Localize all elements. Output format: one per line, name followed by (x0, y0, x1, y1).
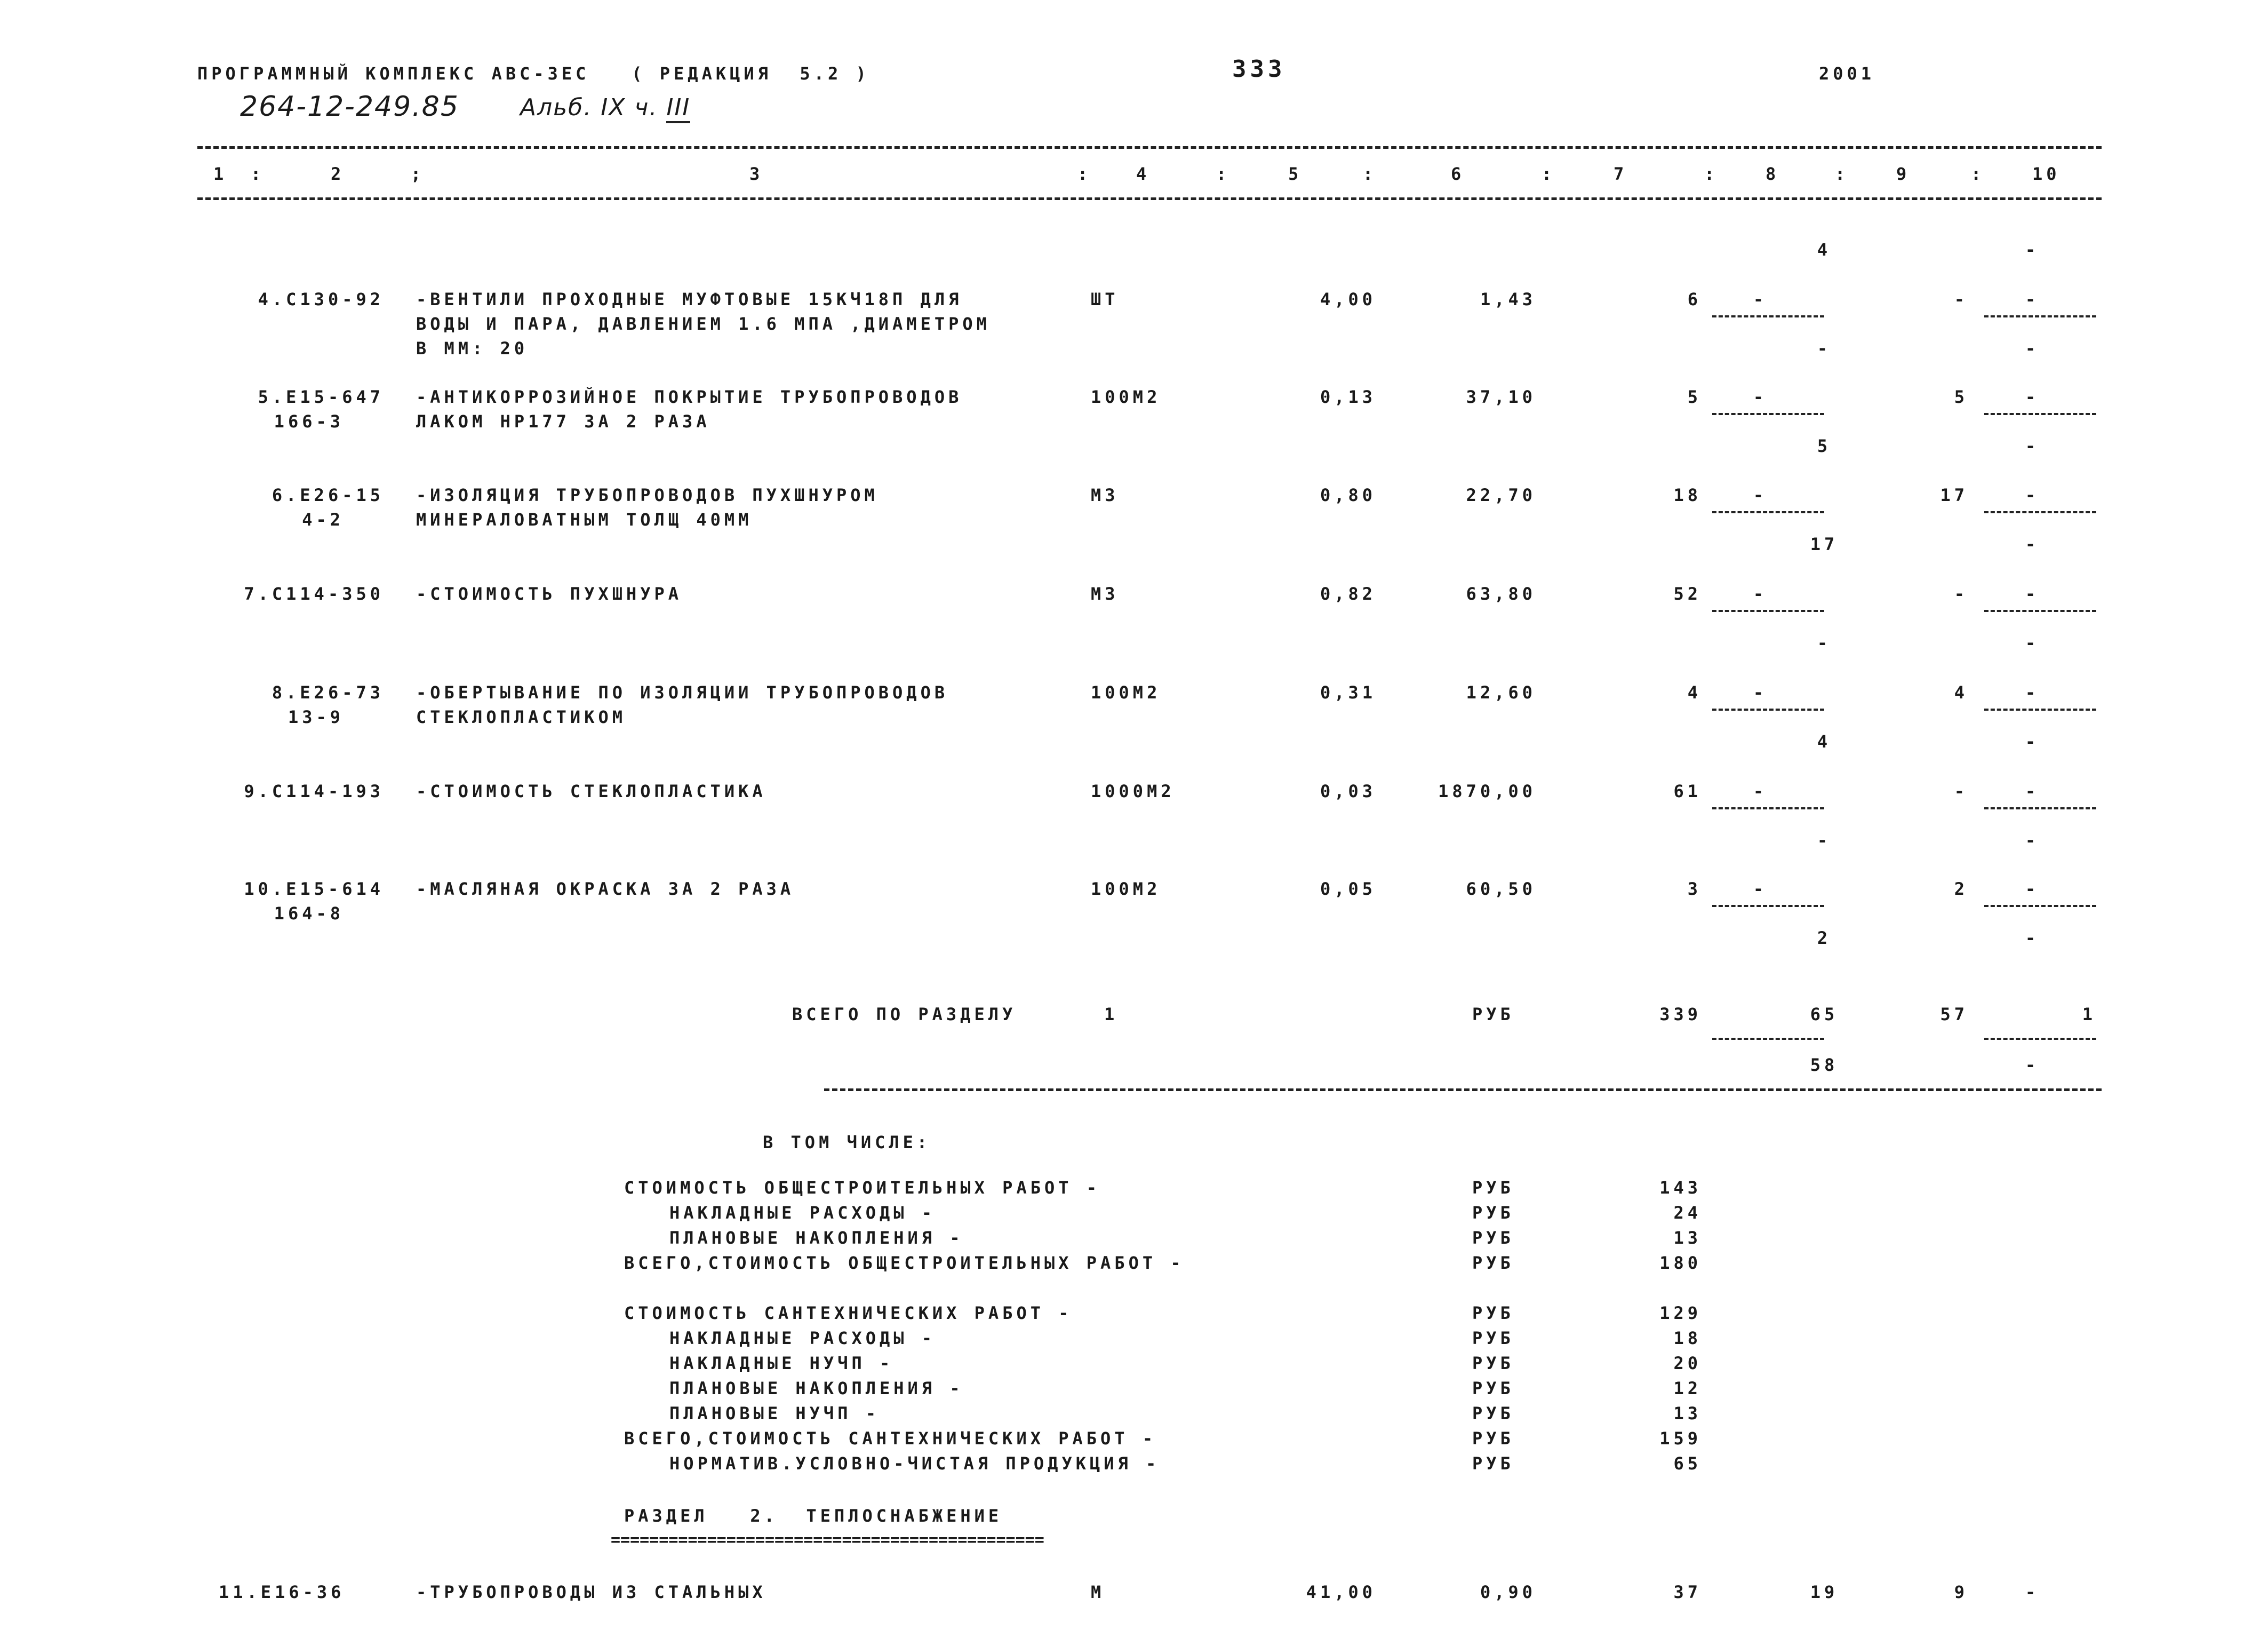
row-unit: М3 (1091, 584, 1119, 604)
row-col8: - (1753, 584, 1768, 604)
row-price: 37,10 (1466, 387, 1536, 407)
row-unit: ШТ (1091, 289, 1119, 309)
row-code: 7.С114-350 (244, 584, 384, 604)
row-price: 1870,00 (1438, 781, 1536, 801)
row-col7: 52 (1673, 584, 1702, 604)
row-col10-lower: - (2025, 436, 2040, 456)
summary-label: ВСЕГО,СТОИМОСТЬ САНТЕХНИЧЕСКИХ РАБОТ - (624, 1428, 1157, 1449)
summary-label: НАКЛАДНЫЕ НУЧП - (669, 1353, 894, 1373)
summary-label: СТОИМОСТЬ ОБЩЕСТРОИТЕЛЬНЫХ РАБОТ - (624, 1178, 1101, 1198)
row-col10-lower: - (2025, 830, 2040, 850)
total-col8-divider (1712, 1038, 1824, 1040)
row-unit: М3 (1091, 485, 1119, 505)
row-code: 8.Е26-73 (271, 682, 384, 703)
summary-unit: РУБ (1472, 1428, 1514, 1449)
row-unit: 1000М2 (1091, 781, 1175, 801)
row-col10: - (2025, 387, 2040, 407)
column-separator: : (1077, 164, 1092, 184)
total-col8-lower: 58 (1810, 1055, 1839, 1075)
handwritten-album: Альб. IX ч. III (520, 94, 690, 121)
total-col9: 57 (1940, 1004, 1968, 1024)
row-col10-divider (1984, 315, 2096, 317)
carry-col10: - (2025, 240, 2040, 260)
row-col7: 4 (1687, 682, 1702, 703)
row-quantity: 0,03 (1320, 781, 1376, 801)
header-top-rule (197, 146, 2102, 149)
summary-value: 20 (1673, 1353, 1702, 1373)
summary-unit: РУБ (1472, 1303, 1514, 1323)
row-col9: - (1954, 289, 1968, 309)
row-col8-lower: - (1817, 633, 1832, 653)
summary-label: ПЛАНОВЫЕ НАКОПЛЕНИЯ - (669, 1228, 964, 1248)
row-col10-divider (1984, 413, 2096, 415)
column-number: 3 (749, 164, 764, 184)
row-col9: 17 (1940, 485, 1968, 505)
row-price: 1,43 (1480, 289, 1536, 309)
column-number: 4 (1136, 164, 1151, 184)
total-bottom-rule (824, 1088, 2102, 1091)
row-unit: 100М2 (1091, 879, 1161, 899)
row-col10-divider (1984, 511, 2096, 513)
summary-label: НАКЛАДНЫЕ РАСХОДЫ - (669, 1203, 936, 1223)
column-number: 7 (1614, 164, 1628, 184)
row-col8: - (1753, 485, 1768, 505)
row-code: 4.С130-92 (258, 289, 384, 309)
row-col8: - (1753, 781, 1768, 801)
row-col8-lower: - (1817, 338, 1832, 359)
summary-value: 13 (1673, 1228, 1702, 1248)
row-col8-lower: 4 (1817, 731, 1832, 752)
row-quantity: 0,82 (1320, 584, 1376, 604)
row-col8-lower: - (1817, 830, 1832, 850)
row-price: 63,80 (1466, 584, 1536, 604)
summary-unit: РУБ (1472, 1253, 1514, 1273)
row-description-line: -СТОИМОСТЬ СТЕКЛОПЛАСТИКА (416, 781, 766, 801)
column-number: 6 (1451, 164, 1465, 184)
row-code-sub: 164-8 (274, 903, 344, 924)
row-description-line: -МАСЛЯНАЯ ОКРАСКА ЗА 2 РАЗА (416, 879, 795, 899)
row-unit: 100М2 (1091, 682, 1161, 703)
summary-value: 13 (1673, 1403, 1702, 1424)
column-separator: : (251, 164, 265, 184)
summary-unit: РУБ (1472, 1453, 1514, 1474)
handwritten-part: III (666, 94, 690, 123)
row-col8-lower: 17 (1810, 534, 1839, 554)
column-number: 2 (331, 164, 345, 184)
summary-label: ПЛАНОВЫЕ НУЧП - (669, 1403, 880, 1424)
including-label: В ТОМ ЧИСЛЕ: (763, 1132, 931, 1152)
total-col7: 339 (1659, 1004, 1702, 1024)
total-num: 1 (1104, 1004, 1119, 1024)
row-description-line: ЛАКОМ НР177 ЗА 2 РАЗА (416, 411, 710, 432)
row-col8-divider (1712, 315, 1824, 317)
row-col10-divider (1984, 709, 2096, 711)
row-col10-divider (1984, 905, 2096, 907)
last-row-qty: 41,00 (1306, 1582, 1376, 1602)
row-col10-divider (1984, 807, 2096, 809)
row-col10: - (2025, 682, 2040, 703)
row-col8: - (1753, 879, 1768, 899)
column-number: 1 (213, 164, 228, 184)
total-label: ВСЕГО ПО РАЗДЕЛУ (792, 1004, 1017, 1024)
last-row-price: 0,90 (1480, 1582, 1536, 1602)
total-col8: 65 (1810, 1004, 1839, 1024)
row-description-line: -ОБЕРТЫВАНИЕ ПО ИЗОЛЯЦИИ ТРУБОПРОВОДОВ (416, 682, 949, 703)
row-col8: - (1753, 682, 1768, 703)
row-col10-lower: - (2025, 338, 2040, 359)
row-col7: 6 (1687, 289, 1702, 309)
page-number: 333 (1232, 55, 1286, 83)
total-col10-lower: - (2025, 1055, 2040, 1075)
row-description-line: СТЕКЛОПЛАСТИКОМ (416, 707, 626, 727)
column-number: 10 (2032, 164, 2061, 184)
row-code: 6.Е26-15 (271, 485, 384, 505)
section-underline: ============================================= (611, 1531, 1044, 1549)
row-col8-divider (1712, 610, 1824, 612)
last-row-name: -ТРУБОПРОВОДЫ ИЗ СТАЛЬНЫХ (416, 1582, 766, 1602)
last-row-unit: М (1091, 1582, 1105, 1602)
column-separator: : (1971, 164, 1985, 184)
row-description-line: -ИЗОЛЯЦИЯ ТРУБОПРОВОДОВ ПУХШНУРОМ (416, 485, 879, 505)
section-heading: РАЗДЕЛ 2. ТЕПЛОСНАБЖЕНИЕ (624, 1506, 1003, 1526)
row-col7: 61 (1673, 781, 1702, 801)
column-separator: : (1542, 164, 1556, 184)
row-col8-divider (1712, 511, 1824, 513)
year: 2001 (1819, 63, 1875, 84)
row-col8-divider (1712, 905, 1824, 907)
row-col8-divider (1712, 413, 1824, 415)
row-col9: 4 (1954, 682, 1968, 703)
row-col10: - (2025, 584, 2040, 604)
summary-value: 12 (1673, 1378, 1702, 1398)
row-col10-lower: - (2025, 731, 2040, 752)
row-description-line: -АНТИКОРРОЗИЙНОЕ ПОКРЫТИЕ ТРУБОПРОВОДОВ (416, 387, 963, 407)
summary-unit: РУБ (1472, 1328, 1514, 1348)
row-code: 5.Е15-647 (258, 387, 384, 407)
summary-unit: РУБ (1472, 1203, 1514, 1223)
row-price: 12,60 (1466, 682, 1536, 703)
summary-unit: РУБ (1472, 1353, 1514, 1373)
last-row-col8: 19 (1810, 1582, 1839, 1602)
row-quantity: 0,05 (1320, 879, 1376, 899)
summary-value: 18 (1673, 1328, 1702, 1348)
row-code: 9.С114-193 (244, 781, 384, 801)
header-bottom-rule (197, 197, 2102, 200)
summary-unit: РУБ (1472, 1178, 1514, 1198)
row-col9: 5 (1954, 387, 1968, 407)
summary-label: СТОИМОСТЬ САНТЕХНИЧЕСКИХ РАБОТ - (624, 1303, 1073, 1323)
last-row-col10: - (2025, 1582, 2040, 1602)
row-col7: 3 (1687, 879, 1702, 899)
row-quantity: 0,13 (1320, 387, 1376, 407)
last-row-col7: 37 (1673, 1582, 1702, 1602)
row-col8-divider (1712, 807, 1824, 809)
row-col10-lower: - (2025, 928, 2040, 948)
row-col10-lower: - (2025, 633, 2040, 653)
row-quantity: 0,31 (1320, 682, 1376, 703)
row-col10: - (2025, 879, 2040, 899)
summary-label: ВСЕГО,СТОИМОСТЬ ОБЩЕСТРОИТЕЛЬНЫХ РАБОТ - (624, 1253, 1185, 1273)
row-quantity: 4,00 (1320, 289, 1376, 309)
column-number: 9 (1896, 164, 1911, 184)
column-number: 8 (1766, 164, 1780, 184)
handwritten-code: 264-12-249.85 (240, 91, 459, 123)
total-col10-divider (1984, 1038, 2096, 1040)
summary-value: 180 (1659, 1253, 1702, 1273)
summary-value: 129 (1659, 1303, 1702, 1323)
row-description-line: В ММ: 20 (416, 338, 529, 359)
row-code-sub: 4-2 (302, 510, 344, 530)
row-code: 10.Е15-614 (244, 879, 384, 899)
summary-value: 24 (1673, 1203, 1702, 1223)
summary-unit: РУБ (1472, 1378, 1514, 1398)
row-col7: 18 (1673, 485, 1702, 505)
row-description-line: -СТОИМОСТЬ ПУХШНУРА (416, 584, 683, 604)
row-col9: - (1954, 781, 1968, 801)
summary-value: 143 (1659, 1178, 1702, 1198)
row-col9: - (1954, 584, 1968, 604)
row-col8-lower: 2 (1817, 928, 1832, 948)
row-description-line: МИНЕРАЛОВАТНЫМ ТОЛЩ 40ММ (416, 510, 753, 530)
row-col10: - (2025, 289, 2040, 309)
row-col10-lower: - (2025, 534, 2040, 554)
row-price: 22,70 (1466, 485, 1536, 505)
row-unit: 100М2 (1091, 387, 1161, 407)
row-code-sub: 166-3 (274, 411, 344, 432)
carry-col8: 4 (1817, 240, 1832, 260)
row-col8-lower: 5 (1817, 436, 1832, 456)
column-number: 5 (1288, 164, 1303, 184)
row-quantity: 0,80 (1320, 485, 1376, 505)
row-col8-divider (1712, 709, 1824, 711)
row-code-sub: 13-9 (288, 707, 344, 727)
summary-value: 159 (1659, 1428, 1702, 1449)
summary-value: 65 (1673, 1453, 1702, 1474)
row-col8: - (1753, 387, 1768, 407)
row-col10: - (2025, 485, 2040, 505)
row-col9: 2 (1954, 879, 1968, 899)
row-price: 60,50 (1466, 879, 1536, 899)
total-unit: РУБ (1472, 1004, 1514, 1024)
row-col10: - (2025, 781, 2040, 801)
last-row-code: 11.Е16-36 (219, 1582, 345, 1602)
summary-unit: РУБ (1472, 1228, 1514, 1248)
summary-label: НАКЛАДНЫЕ РАСХОДЫ - (669, 1328, 936, 1348)
row-col7: 5 (1687, 387, 1702, 407)
summary-unit: РУБ (1472, 1403, 1514, 1424)
column-separator: : (1835, 164, 1849, 184)
row-col8: - (1753, 289, 1768, 309)
program-header: ПРОГРАММНЫЙ КОМПЛЕКС АВС-3ЕС ( РЕДАКЦИЯ 5.2 ) (197, 63, 870, 84)
row-description-line: -ВЕНТИЛИ ПРОХОДНЫЕ МУФТОВЫЕ 15КЧ18П ДЛЯ (416, 289, 963, 309)
last-row-col9: 9 (1954, 1582, 1968, 1602)
row-col10-divider (1984, 610, 2096, 612)
summary-label: ПЛАНОВЫЕ НАКОПЛЕНИЯ - (669, 1378, 964, 1398)
column-separator: : (1363, 164, 1377, 184)
column-separator: : (1704, 164, 1719, 184)
column-separator: ; (411, 164, 425, 184)
row-description-line: ВОДЫ И ПАРА, ДАВЛЕНИЕМ 1.6 МПА ,ДИАМЕТРОМ (416, 314, 991, 334)
column-separator: : (1216, 164, 1231, 184)
summary-label: НОРМАТИВ.УСЛОВНО-ЧИСТАЯ ПРОДУКЦИЯ - (669, 1453, 1160, 1474)
total-col10: 1 (2082, 1004, 2096, 1024)
